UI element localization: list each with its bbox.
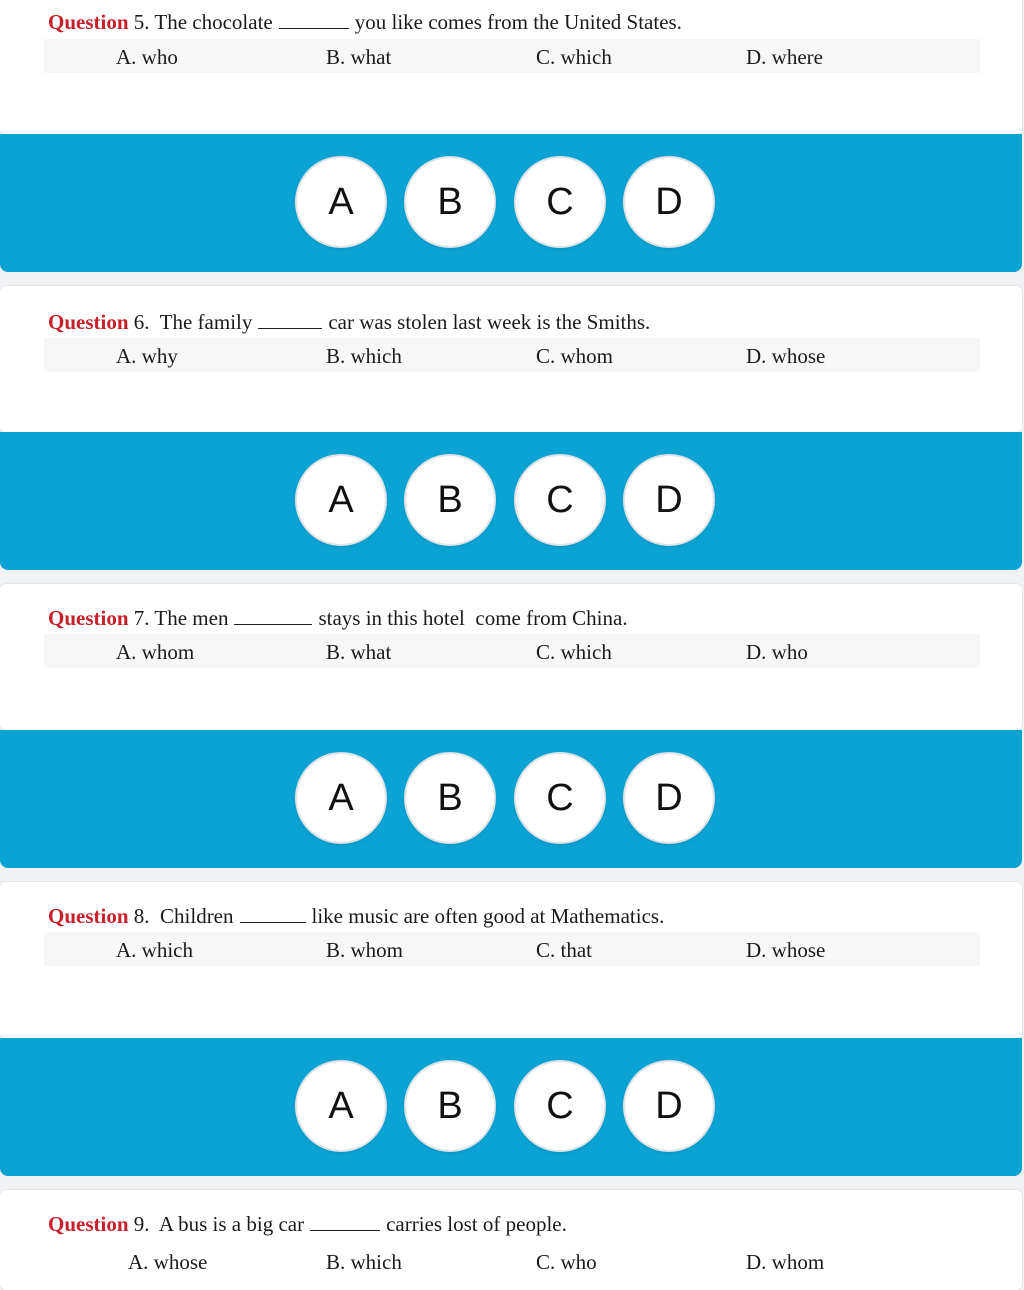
option-d: D. whom bbox=[746, 1250, 825, 1274]
option-a: A. whom bbox=[116, 640, 195, 664]
choice-d-button[interactable]: D bbox=[625, 1062, 713, 1150]
choice-c-button[interactable]: C bbox=[516, 158, 604, 246]
option-d: D. who bbox=[746, 640, 808, 664]
option-d: D. whose bbox=[746, 344, 826, 368]
question-label: Question bbox=[48, 10, 129, 34]
answer-choices-6 bbox=[0, 432, 1022, 570]
question-card-5 bbox=[0, 0, 1022, 134]
question-label: Question bbox=[48, 904, 129, 928]
options-row bbox=[44, 634, 980, 668]
question-number: 5. bbox=[133, 10, 150, 34]
question-card-7 bbox=[0, 584, 1022, 730]
choice-a-button[interactable]: A bbox=[297, 754, 385, 842]
answer-blank bbox=[310, 1212, 380, 1231]
option-d: D. whose bbox=[746, 938, 826, 962]
question-card-6 bbox=[0, 286, 1022, 432]
question-card-9 bbox=[0, 1190, 1022, 1290]
question-stem-end: stays in this hotel come from China. bbox=[318, 606, 628, 630]
question-stem-start: The chocolate bbox=[154, 10, 273, 34]
question-number: 7. bbox=[133, 606, 150, 630]
option-b: B. whom bbox=[326, 938, 404, 962]
question-label: Question bbox=[48, 310, 129, 334]
question-number: 9. bbox=[133, 1212, 150, 1236]
option-b: B. what bbox=[326, 45, 392, 69]
question-number: 8. bbox=[133, 904, 150, 928]
choice-c-button[interactable]: C bbox=[516, 754, 604, 842]
question-8-text bbox=[48, 904, 982, 929]
choice-b-button[interactable]: B bbox=[406, 1062, 494, 1150]
question-label: Question bbox=[48, 1212, 129, 1236]
question-6-text bbox=[48, 310, 982, 335]
question-stem-end: like music are often good at Mathematics. bbox=[311, 904, 665, 928]
answer-choices-8 bbox=[0, 1038, 1022, 1176]
question-stem-end: you like comes from the United States. bbox=[354, 10, 682, 34]
options-row bbox=[44, 932, 980, 966]
options-row bbox=[44, 39, 980, 73]
answer-blank bbox=[258, 310, 322, 329]
options-row bbox=[44, 1244, 980, 1278]
choice-a-button[interactable]: A bbox=[297, 1062, 385, 1150]
option-a: A. who bbox=[116, 45, 178, 69]
choice-c-button[interactable]: C bbox=[516, 1062, 604, 1150]
option-a: A. whose bbox=[128, 1250, 208, 1274]
choice-d-button[interactable]: D bbox=[625, 456, 713, 544]
choice-c-button[interactable]: C bbox=[516, 456, 604, 544]
option-b: B. which bbox=[326, 344, 402, 368]
option-a: A. which bbox=[116, 938, 193, 962]
question-stem-start: A bus is a big car bbox=[158, 1212, 305, 1236]
options-row bbox=[44, 338, 980, 372]
option-b: B. what bbox=[326, 640, 392, 664]
choice-b-button[interactable]: B bbox=[406, 158, 494, 246]
question-stem-end: car was stolen last week is the Smiths. bbox=[328, 310, 651, 334]
question-stem-start: The men bbox=[154, 606, 229, 630]
choice-b-button[interactable]: B bbox=[406, 456, 494, 544]
option-c: C. that bbox=[536, 938, 592, 962]
option-c: C. whom bbox=[536, 344, 614, 368]
answer-blank bbox=[234, 606, 312, 625]
question-stem-start: Children bbox=[160, 904, 234, 928]
option-c: C. who bbox=[536, 1250, 597, 1274]
choice-d-button[interactable]: D bbox=[625, 158, 713, 246]
option-d: D. where bbox=[746, 45, 823, 69]
option-b: B. which bbox=[326, 1250, 402, 1274]
question-card-8 bbox=[0, 882, 1022, 1038]
option-a: A. why bbox=[116, 344, 178, 368]
question-label: Question bbox=[48, 606, 129, 630]
question-stem-start: The family bbox=[159, 310, 253, 334]
question-7-text bbox=[48, 606, 982, 631]
question-5-text bbox=[48, 10, 982, 35]
answer-choices-5 bbox=[0, 134, 1022, 272]
choice-a-button[interactable]: A bbox=[297, 456, 385, 544]
choice-b-button[interactable]: B bbox=[406, 754, 494, 842]
option-c: C. which bbox=[536, 640, 612, 664]
answer-blank bbox=[279, 10, 349, 29]
question-stem-end: carries lost of people. bbox=[386, 1212, 567, 1236]
answer-choices-7 bbox=[0, 730, 1022, 868]
answer-blank bbox=[240, 904, 306, 923]
choice-a-button[interactable]: A bbox=[297, 158, 385, 246]
option-c: C. which bbox=[536, 45, 612, 69]
choice-d-button[interactable]: D bbox=[625, 754, 713, 842]
question-9-text bbox=[48, 1212, 982, 1237]
question-number: 6. bbox=[133, 310, 150, 334]
